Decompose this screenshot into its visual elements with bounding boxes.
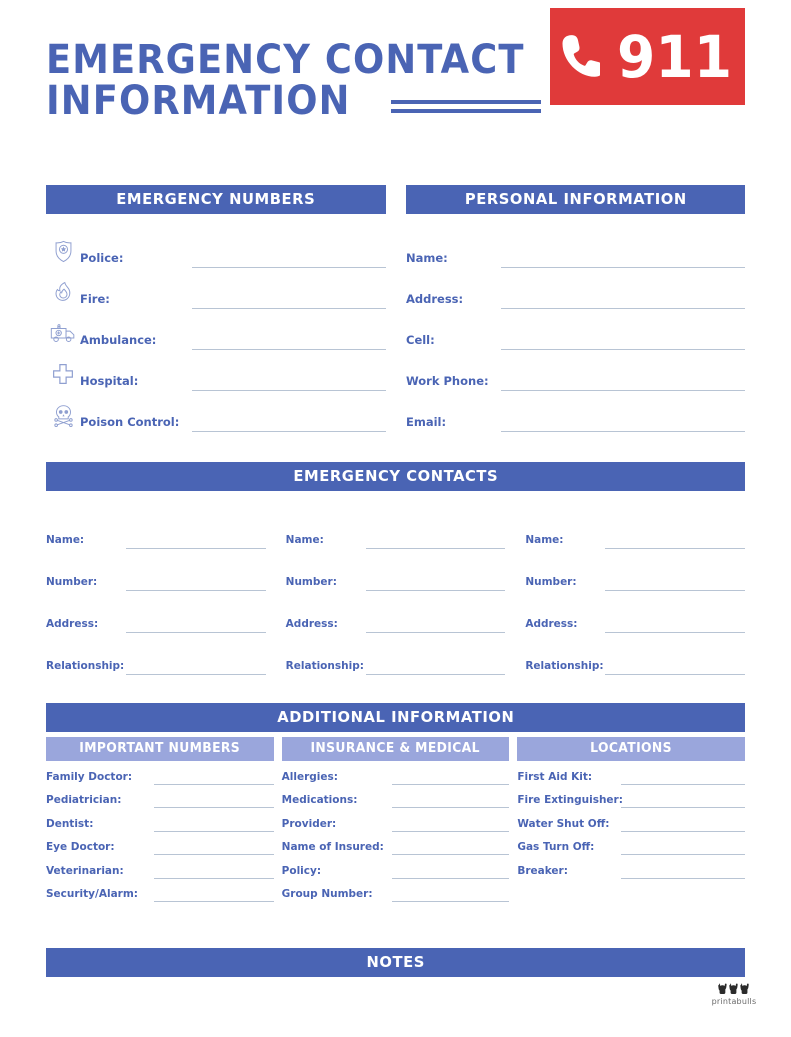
- eye-doctor-input[interactable]: [154, 853, 274, 855]
- police-badge-icon: [46, 236, 80, 268]
- allergies-input[interactable]: [392, 783, 510, 785]
- field-row-pediatrician: [46, 786, 274, 809]
- field-label: Police:: [80, 251, 124, 265]
- contact-row-address: [46, 591, 266, 633]
- field-label: Email:: [406, 415, 447, 429]
- field-label: Name:: [406, 251, 448, 265]
- field-row-fire-extinguisher: [517, 786, 745, 809]
- field-row-dentist: [46, 809, 274, 832]
- medical-cross-icon: [46, 359, 80, 391]
- field-row-eye-doctor: [46, 833, 274, 856]
- personal-information-heading: PERSONAL INFORMATION: [406, 185, 745, 214]
- footer-brand-name: printabulls: [711, 997, 757, 1006]
- locations-column: [517, 737, 745, 902]
- field-label: Family Doctor:: [46, 770, 133, 783]
- dentist-input[interactable]: [154, 830, 274, 832]
- field-label: Eye Doctor:: [46, 841, 115, 853]
- contact1-relationship-input[interactable]: [126, 673, 266, 675]
- ambulance-input[interactable]: [192, 348, 386, 350]
- contact2-relationship-input[interactable]: [366, 673, 506, 675]
- provider-input[interactable]: [392, 830, 510, 832]
- contact-row-name: [286, 507, 506, 549]
- gas-turn-off-input[interactable]: [621, 853, 745, 855]
- additional-information-heading: ADDITIONAL INFORMATION: [46, 703, 745, 732]
- field-row-group-number: [282, 880, 510, 903]
- policy-input[interactable]: [392, 877, 510, 879]
- field-label: Poison Control:: [80, 415, 180, 429]
- field-label: Security/Alarm:: [46, 888, 138, 900]
- field-label: Allergies:: [281, 770, 338, 783]
- security-alarm-input[interactable]: [154, 900, 274, 902]
- contact-row-relationship: [46, 633, 266, 675]
- contact-row-number: [286, 549, 506, 591]
- contact3-relationship-input[interactable]: [605, 673, 745, 675]
- field-label: Number:: [525, 576, 577, 588]
- name-of-insured-input[interactable]: [392, 853, 510, 855]
- field-label: Work Phone:: [406, 374, 489, 388]
- field-label: Relationship:: [525, 660, 604, 672]
- field-label: Fire:: [80, 292, 110, 306]
- field-label: Name:: [525, 534, 564, 546]
- field-row-veterinarian: [46, 856, 274, 879]
- contact-row-relationship: [525, 633, 745, 675]
- field-label: Provider:: [281, 817, 337, 830]
- footer-brand-logo: [701, 982, 767, 1006]
- field-label: Hospital:: [80, 374, 139, 388]
- contact-row-name: [46, 507, 266, 549]
- field-row-allergies: [282, 762, 510, 785]
- email-input[interactable]: [501, 430, 745, 432]
- contact-column-1: [46, 507, 266, 675]
- family-doctor-input[interactable]: [154, 783, 274, 785]
- field-row-work-phone: [406, 350, 745, 391]
- notes-heading: NOTES: [46, 948, 745, 977]
- veterinarian-input[interactable]: [154, 877, 274, 879]
- work-phone-input[interactable]: [501, 389, 745, 391]
- ambulance-icon: [46, 318, 80, 350]
- field-label: Name of Insured:: [281, 841, 384, 853]
- field-label: Veterinarian:: [46, 864, 124, 877]
- field-row-water-shut-off: [517, 809, 745, 832]
- field-label: Group Number:: [281, 888, 373, 900]
- title-rule-top: [391, 100, 541, 104]
- contact-column-3: [525, 507, 745, 675]
- contact2-address-input[interactable]: [366, 631, 506, 633]
- skull-crossbones-icon: [46, 400, 80, 432]
- field-label: Gas Turn Off:: [517, 841, 595, 853]
- fire-input[interactable]: [192, 307, 386, 309]
- field-label: Address:: [46, 618, 99, 630]
- breaker-input[interactable]: [621, 877, 745, 879]
- emergency-numbers-heading: EMERGENCY NUMBERS: [46, 185, 386, 214]
- insurance-medical-column: [282, 737, 510, 902]
- contact-row-address: [525, 591, 745, 633]
- badge-number: 911: [616, 22, 733, 91]
- contact-row-relationship: [286, 633, 506, 675]
- contact3-address-input[interactable]: [605, 631, 745, 633]
- poison-control-input[interactable]: [192, 430, 386, 432]
- emergency-numbers-section: [46, 185, 386, 432]
- hospital-input[interactable]: [192, 389, 386, 391]
- field-label: Number:: [285, 576, 337, 588]
- field-label: Cell:: [406, 333, 435, 347]
- field-row-cell: [406, 309, 745, 350]
- field-label: Water Shut Off:: [517, 817, 610, 830]
- additional-information-section: [46, 703, 745, 902]
- field-label: Fire Extinguisher:: [517, 794, 623, 806]
- field-label: Relationship:: [46, 660, 125, 672]
- important-numbers-column: [46, 737, 274, 902]
- contact1-address-input[interactable]: [126, 631, 266, 633]
- cell-input[interactable]: [501, 348, 745, 350]
- title-rule-bottom: [391, 109, 541, 113]
- title-rule-decoration: [391, 100, 541, 122]
- contact2-number-input[interactable]: [366, 589, 506, 591]
- field-row-fire: [46, 268, 386, 309]
- field-label: Address:: [285, 618, 338, 630]
- bulldog-heads-icon: [701, 982, 767, 996]
- field-label: Relationship:: [285, 660, 364, 672]
- field-row-poison-control: [46, 391, 386, 432]
- field-label: Address:: [525, 618, 578, 630]
- field-row-address: [406, 268, 745, 309]
- field-row-medications: [282, 786, 510, 809]
- field-label: Breaker:: [517, 864, 568, 877]
- field-row-first-aid-kit: [517, 762, 745, 785]
- field-row-police: [46, 227, 386, 268]
- police-input[interactable]: [192, 266, 386, 268]
- field-label: Number:: [46, 576, 98, 588]
- field-label: Pediatrician:: [46, 794, 122, 806]
- field-row-family-doctor: [46, 762, 274, 785]
- field-row-provider: [282, 809, 510, 832]
- field-label: Name:: [46, 534, 85, 546]
- contact2-name-input[interactable]: [366, 547, 506, 549]
- address-input[interactable]: [501, 307, 745, 309]
- important-numbers-heading: IMPORTANT NUMBERS: [46, 737, 274, 761]
- field-label: Ambulance:: [80, 333, 157, 347]
- water-shut-off-input[interactable]: [621, 830, 745, 832]
- field-row-email: [406, 391, 745, 432]
- contact3-name-input[interactable]: [605, 547, 745, 549]
- page-header: [46, 0, 745, 150]
- top-sections: [46, 185, 745, 432]
- contact-row-address: [286, 591, 506, 633]
- field-row-policy: [282, 856, 510, 879]
- page-title-line1: EMERGENCY CONTACT: [46, 37, 525, 83]
- phone-handset-icon: [560, 31, 600, 83]
- emergency-contacts-heading: EMERGENCY CONTACTS: [46, 462, 745, 491]
- emergency-911-badge: [550, 8, 745, 105]
- flame-icon: [46, 277, 80, 309]
- field-row-ambulance: [46, 309, 386, 350]
- page-title-line2: INFORMATION: [46, 78, 351, 124]
- field-row-gas-turn-off: [517, 833, 745, 856]
- field-row-breaker: [517, 856, 745, 879]
- field-row-name-of-insured: [282, 833, 510, 856]
- contact1-number-input[interactable]: [126, 589, 266, 591]
- field-row-hospital: [46, 350, 386, 391]
- contact-row-name: [525, 507, 745, 549]
- field-label: Policy:: [281, 864, 322, 877]
- first-aid-kit-input[interactable]: [621, 783, 745, 785]
- contact-row-number: [525, 549, 745, 591]
- field-label: First Aid Kit:: [517, 770, 593, 783]
- name-input[interactable]: [501, 266, 745, 268]
- contact-row-number: [46, 549, 266, 591]
- pediatrician-input[interactable]: [154, 806, 274, 808]
- field-label: Medications:: [281, 794, 358, 806]
- contact-column-2: [286, 507, 506, 675]
- field-label: Name:: [285, 534, 324, 546]
- insurance-medical-heading: INSURANCE & MEDICAL: [282, 737, 510, 761]
- field-row-name: [406, 227, 745, 268]
- contact1-name-input[interactable]: [126, 547, 266, 549]
- fire-extinguisher-input[interactable]: [621, 806, 745, 808]
- page-title: [46, 37, 546, 124]
- field-row-security-alarm: [46, 880, 274, 903]
- field-label: Address:: [406, 292, 464, 306]
- medications-input[interactable]: [392, 806, 510, 808]
- field-label: Dentist:: [46, 817, 94, 830]
- contact3-number-input[interactable]: [605, 589, 745, 591]
- notes-writing-area[interactable]: [46, 977, 745, 1037]
- emergency-contacts-section: [46, 462, 745, 675]
- personal-information-section: [406, 185, 745, 432]
- group-number-input[interactable]: [392, 900, 510, 902]
- locations-heading: LOCATIONS: [517, 737, 745, 761]
